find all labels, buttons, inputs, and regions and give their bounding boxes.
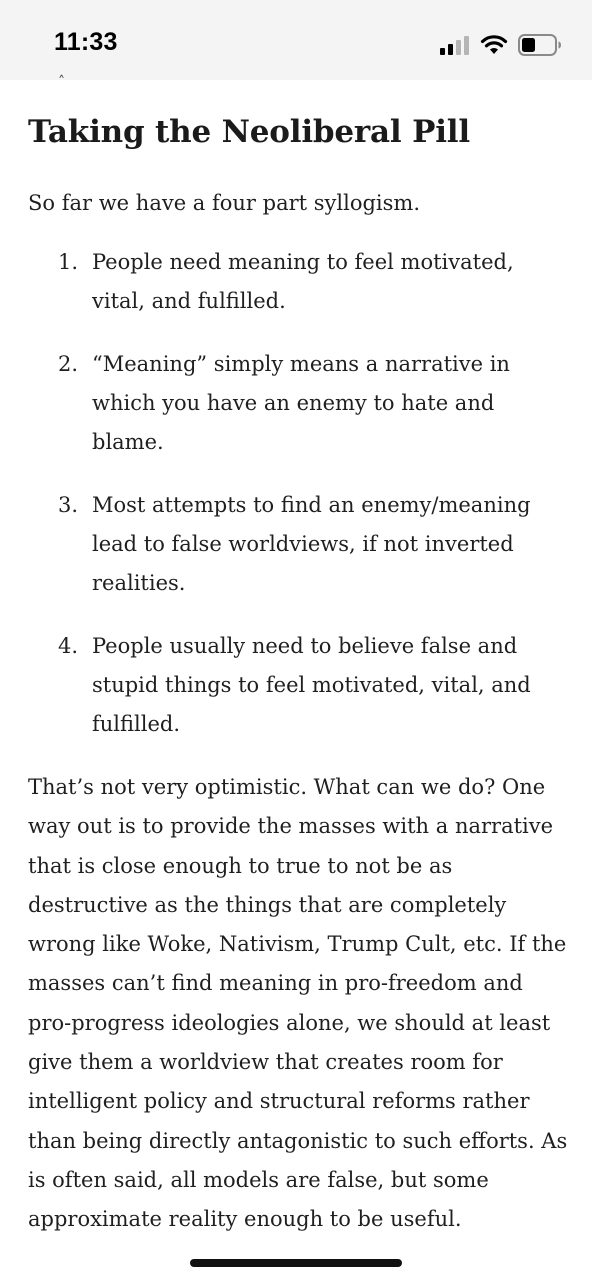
list-item-text: Most attempts to find an enemy/meaning lead to false worldviews, if not inverted realities. — [92, 493, 531, 595]
status-time: 11:33 — [54, 28, 118, 56]
list-number: 4. — [58, 634, 79, 658]
intro-paragraph: So far we have a four part syllogism. — [28, 191, 421, 215]
list-item-text: People need meaning to feel motivated, vital, and fulfilled. — [92, 250, 514, 313]
battery-icon — [518, 34, 562, 56]
status-bar — [0, 0, 592, 80]
list-number: 3. — [58, 493, 79, 517]
list-item — [28, 345, 568, 462]
home-indicator[interactable] — [190, 1259, 402, 1267]
scroll-fragment: ˄ — [58, 74, 65, 90]
syllogism-list — [28, 243, 568, 744]
list-number: 2. — [58, 352, 79, 376]
list-item-text: People usually need to believe false and stupid things to feel motivated, vital, and fulfilled. — [92, 634, 531, 736]
list-item — [28, 243, 568, 321]
list-number: 1. — [58, 250, 79, 274]
article-content — [28, 110, 568, 1240]
body-paragraph: That’s not very optimistic. What can we do? One way out is to provide the masses with a narrative that is close enough to true to not be as destructive as the things that are completely wrong like Woke, Nativism, Trump Cult, etc. If the masses can’t find meaning in pro-freedom and pro-progress ideologies alone, we should at least give them a worldview that creates room for intelligent policy and structural reforms rather than being directly antagonistic to such efforts. As is often said, all models are false, but some approximate reality enough to be useful. — [28, 775, 568, 1232]
status-icons — [440, 34, 562, 56]
list-item — [28, 486, 568, 603]
wifi-icon — [480, 35, 508, 55]
list-item-text: “Meaning” simply means a narrative in which you have an enemy to hate and blame. — [92, 352, 510, 454]
section-heading: Taking the Neoliberal Pill — [28, 114, 470, 150]
cellular-signal-icon — [440, 35, 470, 55]
list-item — [28, 627, 568, 744]
